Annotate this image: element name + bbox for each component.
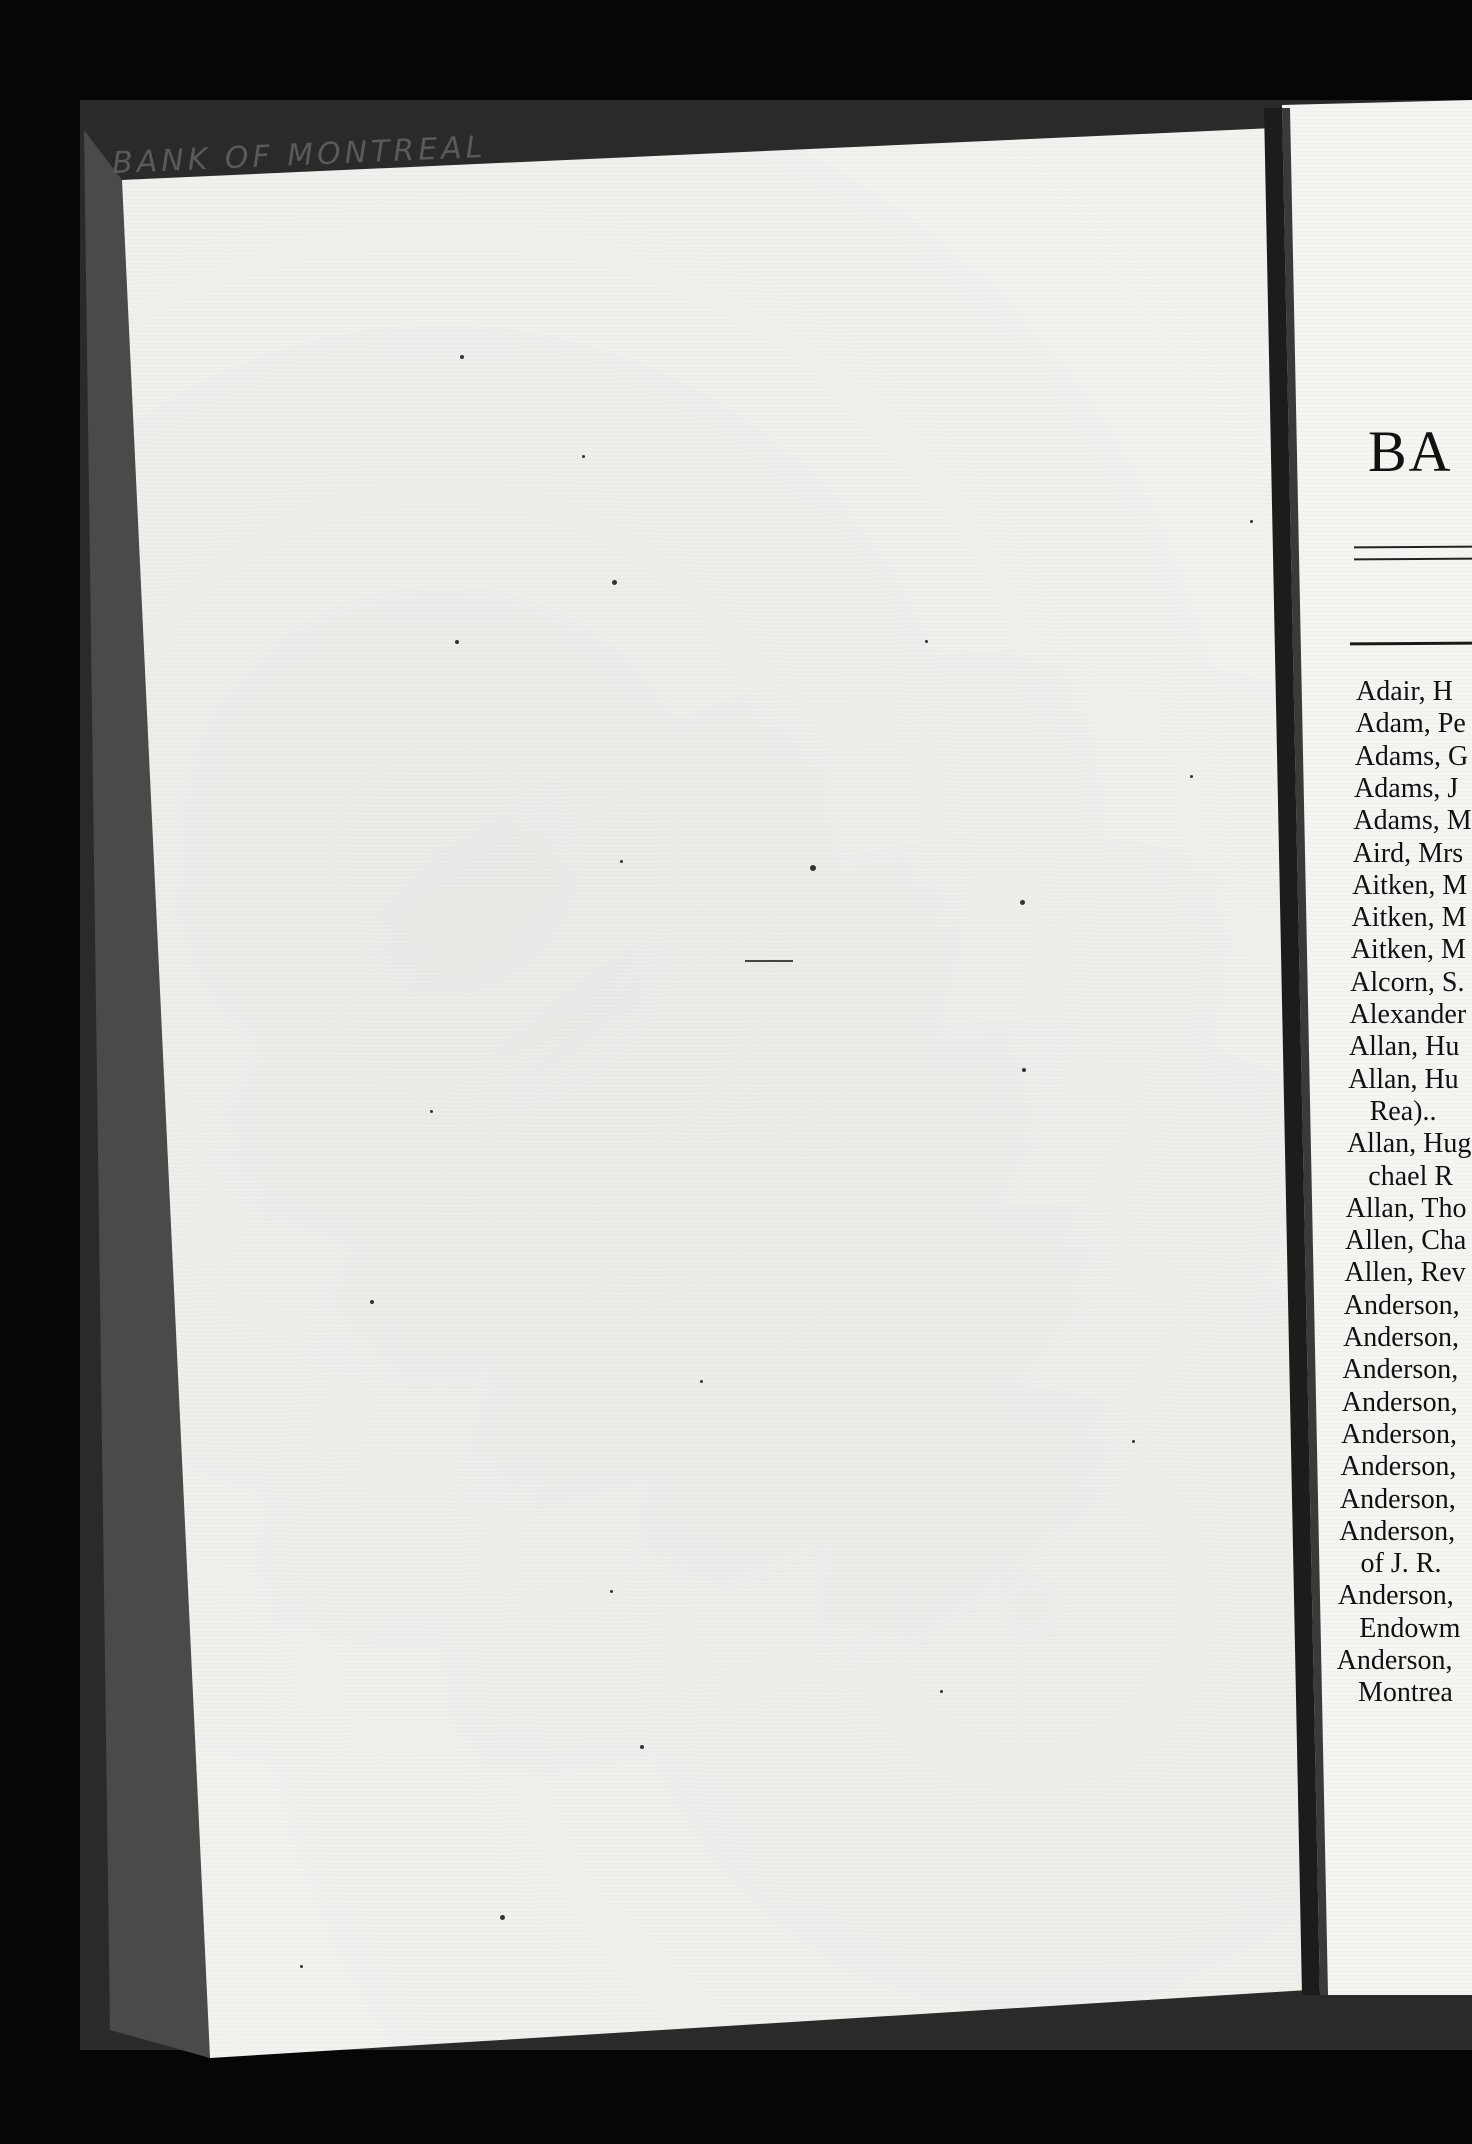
index-entry-continuation: Rea).. (1369, 1095, 1437, 1127)
dust-speck (1190, 775, 1193, 778)
index-entry: Allan, Hug (1346, 1128, 1472, 1160)
index-entry: Allen, Cha (1345, 1225, 1467, 1257)
dust-speck (940, 1690, 943, 1693)
index-entry: Anderson, (1339, 1515, 1456, 1547)
index-entry: Alcorn, S. (1350, 966, 1465, 998)
heading-double-rule (1354, 546, 1472, 561)
dust-speck (370, 1300, 374, 1304)
index-entry: Allan, Hu (1348, 1063, 1459, 1095)
dust-speck (612, 580, 617, 585)
dust-speck (430, 1110, 433, 1113)
dust-speck (700, 1380, 703, 1383)
index-entry: Anderson, (1339, 1483, 1456, 1515)
index-entry: Adam, Pe (1355, 708, 1466, 740)
index-entry: Aitken, M (1352, 869, 1468, 901)
index-heading: BA (1368, 419, 1453, 484)
dust-speck (925, 640, 928, 643)
dust-speck (455, 640, 459, 644)
pencil-annotation: BANK OF MONTREAL (111, 129, 488, 182)
index-entry: Aitken, M (1350, 934, 1466, 966)
index-entry: Aitken, M (1351, 902, 1467, 934)
dust-speck (582, 455, 585, 458)
index-entry: Allan, Hu (1348, 1031, 1460, 1063)
index-entry: Adams, J (1354, 772, 1459, 804)
index-entry: Anderson, (1342, 1354, 1459, 1386)
index-entry: Anderson, (1336, 1645, 1453, 1676)
dust-speck (1250, 520, 1253, 523)
index-entry: Alexander (1349, 999, 1467, 1030)
dust-speck (810, 865, 816, 871)
index-entry: Anderson, (1337, 1580, 1454, 1612)
index-entry: Anderson, (1343, 1322, 1459, 1353)
dust-speck (610, 1590, 613, 1593)
dust-speck (1022, 1068, 1026, 1072)
index-entry-continuation: Montrea (1357, 1677, 1453, 1709)
dust-speck (500, 1915, 505, 1920)
index-entry: Adams, M (1353, 805, 1472, 837)
index-entry: Allen, Rev (1344, 1257, 1466, 1289)
dust-speck (300, 1965, 303, 1968)
index-entry: Aird, Mrs (1352, 837, 1464, 869)
dust-speck (460, 355, 464, 359)
index-entry: Anderson, (1340, 1451, 1457, 1483)
index-entry-continuation: of J. R. (1360, 1548, 1442, 1580)
index-entry: Anderson, (1341, 1386, 1458, 1418)
index-entry: Anderson, (1341, 1418, 1458, 1450)
dust-speck (640, 1745, 644, 1749)
index-entry-continuation: Endowm (1359, 1612, 1461, 1644)
index-entry: Anderson, (1343, 1289, 1460, 1321)
dust-speck (620, 860, 623, 863)
index-entry: Adair, H (1356, 676, 1453, 707)
dust-speck (1020, 900, 1025, 905)
index-entry: Adams, G (1354, 740, 1469, 772)
ink-mark (745, 960, 793, 962)
index-entry: Allan, Tho (1345, 1192, 1467, 1224)
dust-speck (1132, 1440, 1135, 1443)
index-entry-continuation: chael R (1368, 1160, 1454, 1192)
